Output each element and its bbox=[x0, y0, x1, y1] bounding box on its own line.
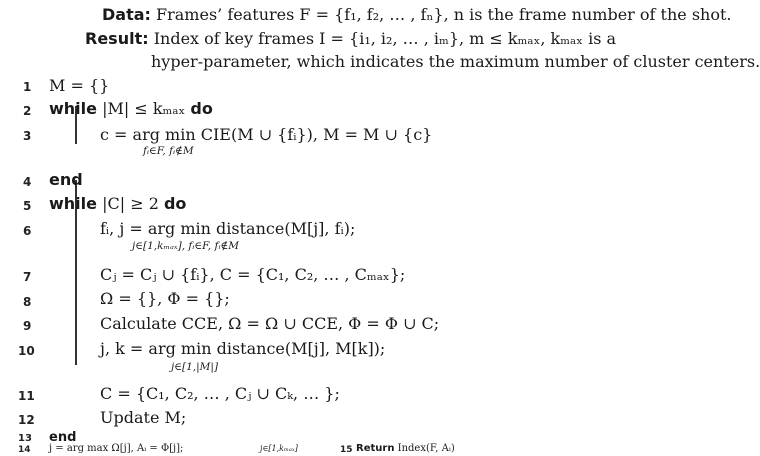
line-number: 12 bbox=[18, 413, 35, 427]
keyword-while: while bbox=[49, 194, 97, 213]
argmin-subscript: fᵢ∈F, fᵢ∉M bbox=[143, 145, 194, 157]
line-number: 3 bbox=[23, 129, 32, 143]
line-text: Cⱼ = Cⱼ ∪ {fᵢ}, C = {C₁, C₂, … , Cₘₐₓ}; bbox=[100, 265, 406, 284]
condition: |C| ≥ 2 bbox=[102, 194, 159, 213]
data-line bbox=[102, 7, 731, 23]
keyword-end: end bbox=[49, 170, 83, 189]
result-label: Result: bbox=[85, 29, 149, 48]
condition: |M| ≤ kₘₐₓ bbox=[102, 99, 186, 118]
result-text-2: hyper-parameter, which indicates the maximum number of cluster centers. bbox=[151, 52, 760, 71]
argmax-subscript: j∈[1,kₘₐₓ] bbox=[260, 444, 298, 453]
line-number: 6 bbox=[23, 224, 32, 238]
line-text: Calculate CCE, Ω = Ω ∪ CCE, Φ = Φ ∪ C; bbox=[100, 314, 440, 333]
line-number: 1 bbox=[23, 80, 32, 94]
result-text-1: Index of key frames I = {i₁, i₂, … , iₘ}, m ≤ kₘₐₓ, kₘₐₓ is a bbox=[153, 29, 617, 48]
keyword-do: do bbox=[190, 99, 213, 118]
line-text: fᵢ, j = arg min distance(M[j], fᵢ); bbox=[100, 219, 356, 238]
line-number: 8 bbox=[23, 295, 32, 309]
line-text: Update M; bbox=[100, 408, 187, 427]
line-text bbox=[49, 196, 186, 212]
argmin-subscript: j∈[1,kₘₐₓ], fᵢ∈F, fᵢ∉M bbox=[132, 240, 240, 252]
result-line bbox=[85, 31, 616, 47]
line-number: 10 bbox=[18, 344, 35, 358]
line-number: 13 bbox=[18, 433, 32, 444]
argmin-subscript: j∈[1,|M|] bbox=[171, 361, 219, 373]
line-number: 4 bbox=[23, 175, 32, 189]
keyword-while: while bbox=[49, 99, 97, 118]
keyword-do: do bbox=[163, 194, 187, 213]
line-text bbox=[49, 101, 213, 117]
line-text bbox=[356, 444, 455, 454]
line-text: c = arg min CIE(M ∪ {fᵢ}), M = M ∪ {c} bbox=[100, 125, 433, 144]
line-text: C = {C₁, C₂, … , Cⱼ ∪ Cₖ, … }; bbox=[100, 384, 340, 403]
line-number: 11 bbox=[18, 389, 35, 403]
data-text: Frames’ features F = {f₁, f₂, … , fₙ}, n is the frame number of the shot. bbox=[156, 5, 732, 24]
line-text: j, k = arg min distance(M[j], M[k]); bbox=[100, 339, 386, 358]
keyword-end: end bbox=[49, 430, 77, 445]
line-number: 14 bbox=[18, 445, 31, 455]
line-text: j = arg max Ω[j], Aᵢ = Φ[j]; bbox=[49, 443, 184, 454]
data-label: Data: bbox=[102, 5, 151, 24]
keyword-return: Return bbox=[356, 443, 395, 454]
line-number: 2 bbox=[23, 104, 32, 118]
line-number: 7 bbox=[23, 270, 32, 284]
return-expression: Index(F, Aᵢ) bbox=[397, 443, 455, 454]
line-text: M = {} bbox=[49, 76, 110, 95]
line-text: Ω = {}, Φ = {}; bbox=[100, 289, 230, 308]
line-number: 15 bbox=[340, 445, 353, 455]
line-text bbox=[49, 172, 83, 188]
result-line-2 bbox=[151, 54, 760, 70]
line-number: 9 bbox=[23, 319, 32, 333]
line-number: 5 bbox=[23, 199, 32, 213]
